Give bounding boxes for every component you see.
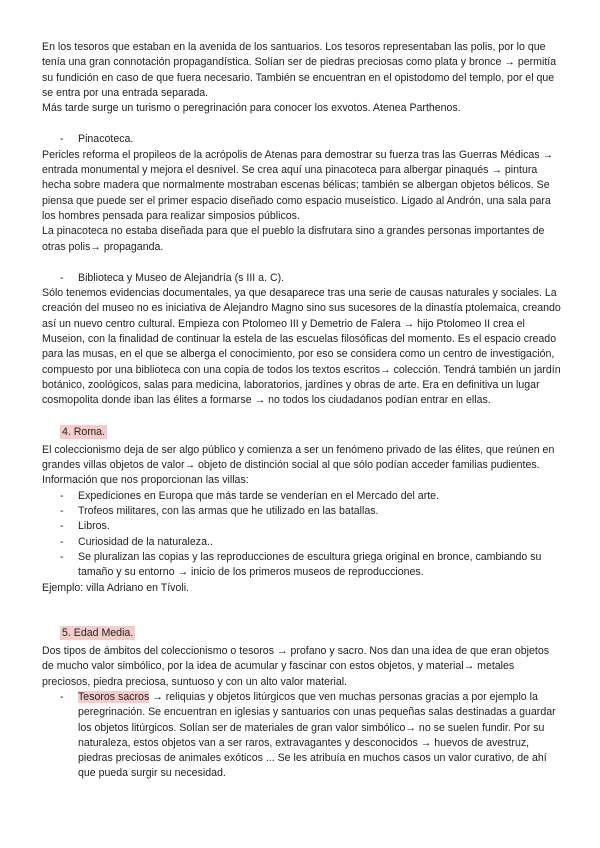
bullet-dash: - [60,489,64,502]
biblioteca-bullet-text: Biblioteca y Museo de Alejandría (s III a. C). [78,271,285,284]
pinacoteca-bullet [42,132,562,147]
pinacoteca-paragraph-1: Pericles reforma el propileos de la acrópolis de Atenas para demostrar su fuerza tras las Guerras Médicas → entrada monumental y mejora el desnivel. Se crea aquí una pinacoteca para albergar pinaqués → pintura hecha sobre madera que normalmente mostraban escenas bélicas; también se albergan objetos bélicos. Se piensa que puede ser el primer espacio diseñado como espacio museístico. Ligado al Andrón, una sala para los hombres pensada para realizar simposios públicos. [42,148,554,222]
bullet-dash: - [60,271,64,284]
edad-media-paragraph: Dos tipos de ámbitos del coleccionismo o tesoros → profano y sacro. Nos dan una idea de que eran objetos de mucho valor simbólico, por la idea de acumular y fascinar con estos objetos, y material→ metales preciosos, piedra preciosa, suntuoso y con un alto valor material. [42,645,550,688]
pinacoteca-bullet-text: Pinacoteca. [78,133,134,146]
section-heading-edad-media [42,626,562,641]
section-heading-roma [42,425,562,440]
document-page [42,40,562,782]
list-item-text: Curiosidad de la naturaleza.. [78,535,213,548]
list-item [42,550,562,581]
roma-list [42,489,562,581]
intro-paragraph-1: En los tesoros que estaban en la avenida de los santuarios. Los tesoros representaban las polis, por lo que tenía una gran connotación propagandística. Solían ser de piedras preciosas como plata y bronce → permitía su fundición en caso de que fuera necesario. También se encuentran en el opistodomo del templo, por el que se entra por una entrada separada. [42,41,557,99]
bullet-dash: - [60,550,64,563]
list-item-text: Expediciones en Europa que más tarde se venderían en el Mercado del arte. [78,489,439,502]
bullet-dash: - [60,690,64,703]
biblioteca-paragraph: Sólo tenemos evidencias documentales, ya que desaparece tras una serie de causas naturales y sociales. La creación del museo no es iniciativa de Alejandro Magno sino sus sucesores de la dinastía ptolemaica, creando así un nuevo centro cultural. Empieza con Ptolomeo III y Demetrio de Falera → hijo Ptolomeo II crea el Museion, con la finalidad de continuar la estela de las escuelas filosóficas del momento. Es el espacio creado para las musas, en el que se alberga el conocimiento, por eso se considera como un centro de investigación, compuesto por una biblioteca con una copia de todos los textos escritos→ colección. Tendrá también un jardín botánico, zoológicos, salas para medicina, laboratorios, jardínes y obras de arte. Era en definitiva un lugar cosmopolita donde iban las élites a formarse → no todos los ciudadanos podían entrar en ellas. [42,287,561,407]
list-item [42,690,562,782]
section-heading-roma-text: 4. Roma. [62,425,105,438]
list-item-text: Se pluralizan las copias y las reproducciones de escultura griega original en bronce, cambiando su tamaño y su entorno → inicio de los primeros museos de reproducciones. [78,550,542,579]
bullet-dash: - [60,535,64,548]
section-heading-edad-media-text: 5. Edad Media. [62,626,134,639]
bullet-dash: - [60,505,64,518]
list-item-text: Libros. [78,520,110,533]
tesoros-sacros-highlight: Tesoros sacros [78,690,150,703]
pinacoteca-paragraph-2: La pinacoteca no estaba diseñada para que el pueblo la disfrutara sino a grandes personas importantes de otras polis→ propaganda. [42,225,545,253]
list-item-text: → reliquias y objetos litúrgicos que ven muchas personas gracias a por ejemplo la peregrinación. Se encuentran en iglesias y santuarios con unas pequeñas salas destinadas a guardar los objetos litúrgicos. Solían ser de materiales de gran valor simbólico→ no se suelen fundir. Por su naturaleza, estos objetos van a ser raros, extravagantes y desconocidos → huevos de avestruz, piedras preciosas de animales exóticos ... Se les atribuía en muchos casos un valor curativo, de ahí que pueda surgir su necesidad. [78,690,556,780]
list-item [42,535,562,550]
list-item-text: Trofeos militares, con las armas que he utilizado en las batallas. [78,505,379,518]
list-item [42,489,562,504]
roma-example: Ejemplo: villa Adriano en Tívoli. [42,581,190,594]
roma-paragraph-1: El coleccionismo deja de ser algo público y comienza a ser un fenómeno privado de las élites, que reúnen en grandes villas objetos de valor→ objeto de distinción social al que sólo podían acceder familias pudientes. [42,443,555,472]
bullet-dash: - [60,520,64,533]
list-item [42,504,562,519]
edad-media-list [42,690,562,782]
biblioteca-bullet [42,271,562,286]
roma-paragraph-2: Información que nos proporcionan las villas: [42,474,249,487]
intro-paragraph-2: Más tarde surge un turismo o peregrinación para conocer los exvotos. Atenea Parthenos. [42,102,461,115]
bullet-dash: - [60,133,64,146]
list-item [42,519,562,534]
